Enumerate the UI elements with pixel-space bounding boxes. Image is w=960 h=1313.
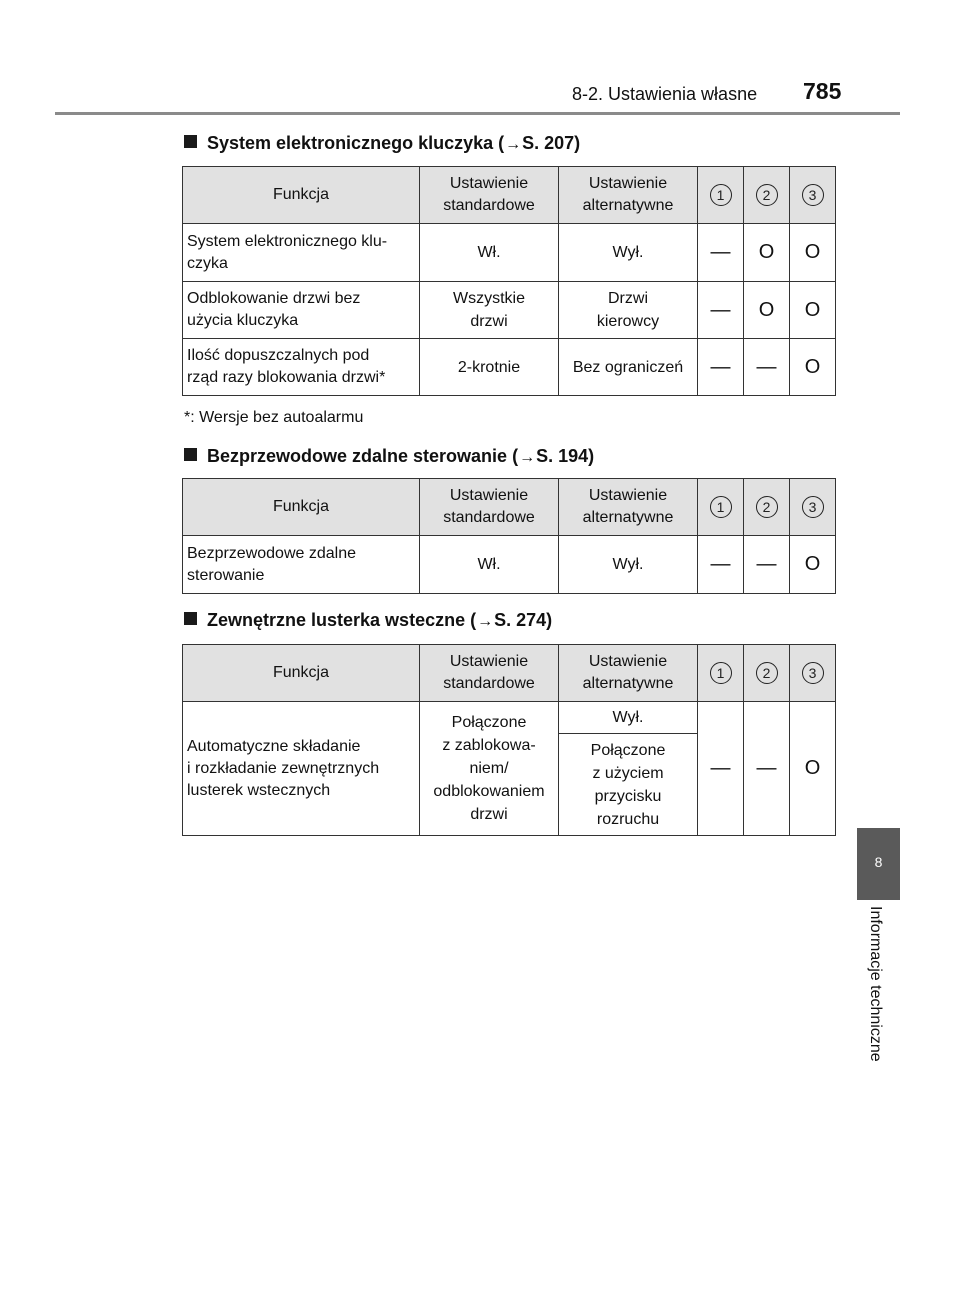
- row-alternative: Bez ograniczeń: [559, 339, 698, 396]
- arrow-right-icon: →: [519, 449, 536, 466]
- row-mark-2: O: [744, 282, 790, 339]
- arrow-right-icon: →: [477, 613, 494, 630]
- bullet-square-icon: [184, 612, 197, 625]
- section-title-remote-control: Bezprzewodowe zdalne sterowanie (→S. 194): [184, 446, 594, 467]
- col-function: Funkcja: [183, 645, 420, 702]
- row-alternative: Wył.: [559, 536, 698, 594]
- row-mark-3: O: [790, 224, 836, 282]
- row-mark-3: O: [790, 282, 836, 339]
- footnote: *: Wersje bez autoalarmu: [184, 409, 364, 426]
- row-default: Wł.: [420, 536, 559, 594]
- arrow-right-icon: →: [505, 136, 522, 153]
- col-function: Funkcja: [183, 479, 420, 536]
- header-divider: [55, 112, 900, 115]
- col-method-2: 2: [744, 479, 790, 536]
- row-function: Odblokowanie drzwi bez użycia kluczyka: [183, 282, 420, 339]
- col-method-1: 1: [698, 645, 744, 702]
- col-alternative: Ustawienie alternatywne: [559, 479, 698, 536]
- row-mark-1: —: [698, 536, 744, 594]
- bullet-square-icon: [184, 448, 197, 461]
- chapter-tab: [857, 828, 900, 900]
- col-method-2: 2: [744, 645, 790, 702]
- header-section-title: 8-2. Ustawienia własne: [572, 84, 758, 104]
- row-mark-1: —: [698, 282, 744, 339]
- settings-table-outside-mirrors: [182, 644, 836, 836]
- table-row: [183, 536, 836, 594]
- col-method-3: 3: [790, 645, 836, 702]
- row-alternative: Wył.: [559, 224, 698, 282]
- col-method-1: 1: [698, 167, 744, 224]
- table-header-row: [183, 479, 836, 536]
- section-title-smart-key: System elektronicznego kluczyka (→S. 207): [184, 133, 580, 154]
- col-method-1: 1: [698, 479, 744, 536]
- settings-table-remote-control: [182, 478, 836, 594]
- table-header-row: [183, 645, 836, 702]
- page-number: 785: [803, 78, 842, 104]
- row-mark-3: O: [790, 339, 836, 396]
- row-function: System elektronicznego klu- czyka: [183, 224, 420, 282]
- settings-table-smart-key: [182, 166, 836, 396]
- row-default: 2-krotnie: [420, 339, 559, 396]
- row-function: Ilość dopuszczalnych pod rząd razy blokowania drzwi*: [183, 339, 420, 396]
- col-method-2: 2: [744, 167, 790, 224]
- table-header-row: [183, 167, 836, 224]
- table-row: [183, 224, 836, 282]
- row-function: Automatyczne składanie i rozkładanie zewnętrznych lusterek wstecznych: [183, 702, 420, 836]
- row-mark-1: —: [698, 224, 744, 282]
- table-row: [183, 282, 836, 339]
- row-mark-2: O: [744, 224, 790, 282]
- col-default: Ustawienie standardowe: [420, 479, 559, 536]
- col-default: Ustawienie standardowe: [420, 645, 559, 702]
- chapter-number: 8: [874, 854, 883, 870]
- row-default: Połączone z zablokowa- niem/ odblokowaniem drzwi: [420, 702, 559, 836]
- row-alternative-b: Połączone z użyciem przycisku rozruchu: [559, 734, 698, 836]
- row-mark-1: —: [698, 702, 744, 836]
- row-default: Wszystkie drzwi: [420, 282, 559, 339]
- row-mark-2: —: [744, 536, 790, 594]
- col-method-3: 3: [790, 167, 836, 224]
- col-method-3: 3: [790, 479, 836, 536]
- row-alternative: Drzwi kierowcy: [559, 282, 698, 339]
- row-mark-2: —: [744, 702, 790, 836]
- col-alternative: Ustawienie alternatywne: [559, 645, 698, 702]
- row-mark-1: —: [698, 339, 744, 396]
- row-mark-3: O: [790, 702, 836, 836]
- row-default: Wł.: [420, 224, 559, 282]
- row-mark-3: O: [790, 536, 836, 594]
- row-mark-2: —: [744, 339, 790, 396]
- chapter-title: Informacje techniczne: [867, 906, 884, 1062]
- col-alternative: Ustawienie alternatywne: [559, 167, 698, 224]
- table-row: [183, 702, 836, 734]
- bullet-square-icon: [184, 135, 197, 148]
- col-function: Funkcja: [183, 167, 420, 224]
- row-function: Bezprzewodowe zdalne sterowanie: [183, 536, 420, 594]
- col-default: Ustawienie standardowe: [420, 167, 559, 224]
- section-title-outside-mirrors: Zewnętrzne lusterka wsteczne (→S. 274): [184, 610, 552, 631]
- row-alternative-a: Wył.: [559, 702, 698, 734]
- table-row: [183, 339, 836, 396]
